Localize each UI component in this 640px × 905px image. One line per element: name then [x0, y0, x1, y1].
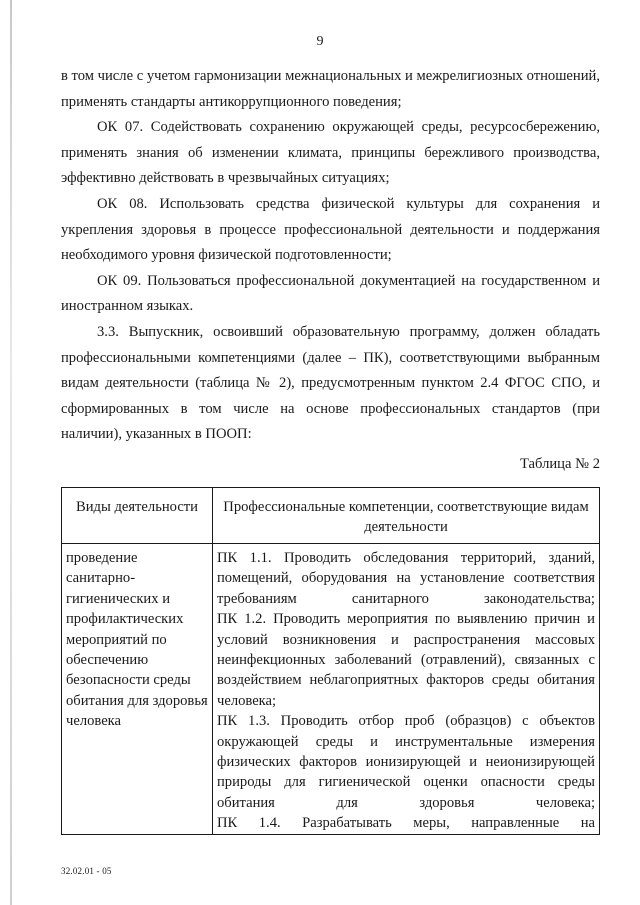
paragraph-ok-08: ОК 08. Использовать средства физической культуры для сохранения и укрепления здоровья в процессе профессиональной деятельности и поддержания необходимого уровня физической подготовленности;: [61, 195, 600, 264]
competency-pk-1-3: ПК 1.3. Проводить отбор проб (образцов) с объектов окружающей среды и инструментальные измерения физических факторов ионизирующей и неионизирующей природы для гигиенической оценки опасности среды обитания для здоровья человека;: [217, 713, 595, 811]
paragraph-ok-07: ОК 07. Содействовать сохранению окружающей среды, ресурсосбережению, применять знания об изменении климата, принципы бережливого производства, эффективно действовать в чрезвычайных ситуациях;: [61, 119, 600, 187]
competencies-cell: [213, 543, 600, 834]
paragraph-ok-09: ОК 09. Пользоваться профессиональной документацией на государственном и иностранном языках.: [61, 272, 600, 315]
header-activity: Виды деятельности: [62, 487, 213, 543]
activity-cell: проведение санитарно-гигиенических и профилактических мероприятий по обеспечению безопасности среды обитания для здоровья человека: [62, 543, 213, 834]
competencies-table: [61, 487, 600, 835]
table-caption: Таблица № 2: [520, 455, 600, 472]
competency-pk-1-4: ПК 1.4. Разрабатывать меры, направленные на: [217, 815, 595, 832]
footer-code: 32.02.01 - 05: [61, 866, 112, 876]
body-text: [61, 64, 600, 835]
paragraph-3-3: 3.3. Выпускник, освоивший образовательную программу, должен обладать профессиональными компетенциями (далее – ПК), соответствующими выбранным видам деятельности (таблица № 2), предусмотренным пунктом 2.4 ФГОС СПО, и сформированных в том числе на основе профессиональных стандартов (при наличии), указанных в ПООП:: [61, 323, 600, 443]
paragraph-continuation: в том числе с учетом гармонизации межнациональных и межрелигиозных отношений, применять стандарты антикоррупционного поведения;: [61, 68, 600, 110]
table-row: [62, 543, 600, 834]
page-number: 9: [316, 34, 324, 49]
competency-pk-1-1: ПК 1.1. Проводить обследования территорий, зданий, помещений, оборудования на установление соответствия требованиям санитарного законодательства;: [217, 549, 595, 607]
header-competencies: Профессиональные компетенции, соответствующие видам деятельности: [213, 487, 600, 543]
table-header-row: [62, 487, 600, 543]
competency-pk-1-2: ПК 1.2. Проводить мероприятия по выявлению причин и условий возникновения и распространения массовых неинфекционных заболеваний (отравлений), связанных с воздействием неблагоприятных факторов среды обитания человека;: [217, 611, 595, 709]
